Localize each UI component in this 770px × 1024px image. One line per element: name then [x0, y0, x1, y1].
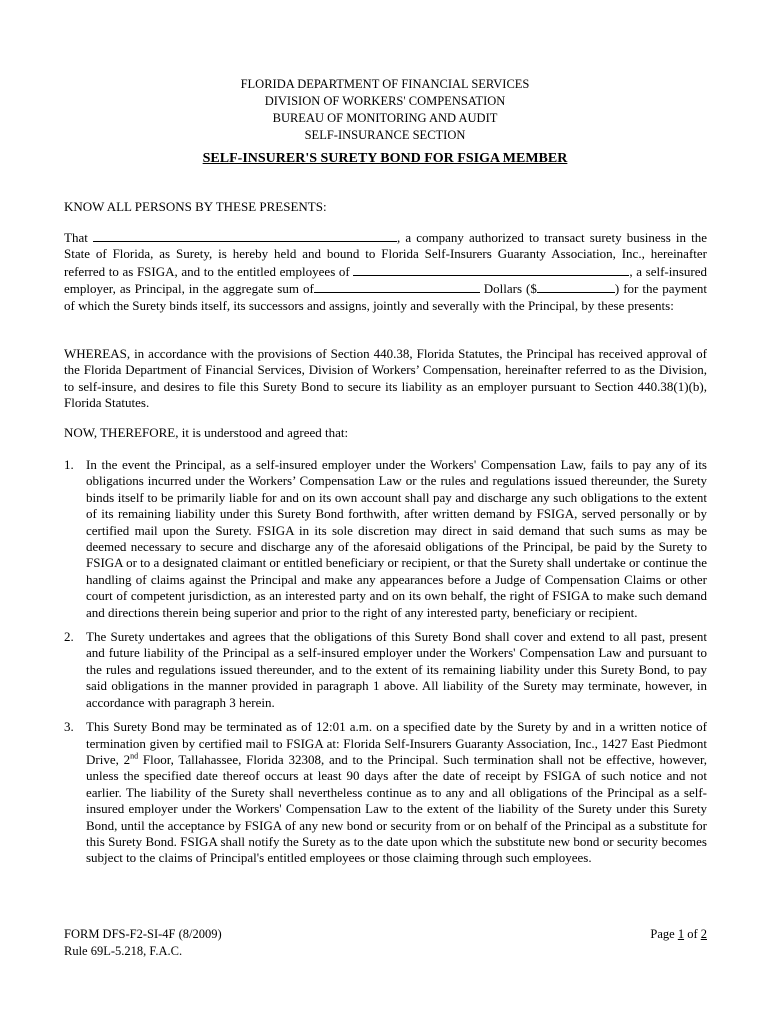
document-title: SELF-INSURER'S SURETY BOND FOR FSIGA MEMBER	[202, 151, 568, 166]
that-text-3: , a self-insured employer, as Principal, in the aggregate sum of	[64, 263, 708, 297]
sum-words-blank[interactable]	[314, 280, 480, 293]
know-all-persons: KNOW ALL PERSONS BY THESE PRESENTS:	[64, 199, 327, 214]
ordinal-suffix: nd	[130, 751, 139, 761]
page-number: 1	[677, 927, 685, 941]
rule-reference: Rule 69L-5.218, F.A.C.	[64, 944, 183, 958]
page-footer	[64, 926, 707, 960]
terms-list	[64, 457, 707, 875]
header-line-1: FLORIDA DEPARTMENT OF FINANCIAL SERVICES	[240, 77, 530, 91]
whereas-paragraph: WHEREAS, in accordance with the provisions of Section 440.38, Florida Statutes, the Principal has received approval of the Florida Department of Financial Services, Division of Workers’ Compensation, hereinafter referred to as the Division, to self-insure, and desires to file this Surety Bond to secure its liability as an employer pursuant to Section 440.38(1)(b), Florida Statutes.	[64, 346, 707, 411]
item-number: 1.	[64, 457, 74, 472]
bond-opening-paragraph	[64, 229, 707, 314]
list-item	[64, 457, 707, 621]
that-word: That	[64, 230, 88, 245]
list-item	[64, 629, 707, 711]
surety-name-blank[interactable]	[93, 229, 397, 242]
that-text-2: , a company authorized to transact surety business in the State of Florida, as Surety, is hereby held and bound to Florida Self-Insurers Guaranty Association, Inc., hereinafter referred to as FSIGA, and to the entitled employees of	[64, 230, 707, 279]
item-number: 2.	[64, 629, 74, 645]
agency-header	[0, 76, 770, 144]
page-total: 2	[700, 927, 707, 941]
item-text-b: Floor, Tallahassee, Florida 32308, and to the Principal. Such termination shall not be effective, however, unless the specified date thereof occurs at least 90 days after the date of receipt by FSIGA of such notice and not earlier. The liability of the Surety shall nevertheless continue as to any and all obligations of the Principal as a self-insured employer under the Workers' Compensation Law to the extent of the liability of the Surety under this Surety Bond, until the acceptance by FSIGA of any new bond or security from or on behalf of the Principal as a substitute for this Surety Bond. FSIGA shall notify the Surety as to the date upon which the substitute new bond or security becomes subject to the claims of Principal's entitled employees or those claiming through such employees.	[86, 751, 708, 866]
of-word: of	[687, 927, 698, 941]
header-line-3: BUREAU OF MONITORING AND AUDIT	[272, 111, 498, 125]
list-item	[64, 719, 707, 867]
item-text: The Surety undertakes and agrees that the obligations of this Surety Bond shall cover and extend to all past, present and future liability of the Principal as a self-insured employer under the Workers' Compensation Law and pursuant to the rules and regulations issued thereunder, and to the extent of its remaining liability under this Surety Bond, to pay said obligations in the manner provided in paragraph 1 above. All liability of the Surety may terminate, however, in accordance with paragraph 3 herein.	[86, 629, 707, 710]
header-line-4: SELF-INSURANCE SECTION	[304, 128, 466, 142]
item-number: 3.	[64, 719, 74, 735]
now-therefore-paragraph: NOW, THEREFORE, it is understood and agreed that:	[64, 425, 349, 440]
header-line-2: DIVISION OF WORKERS' COMPENSATION	[264, 94, 506, 108]
that-text-4: Dollars ($	[483, 281, 537, 297]
form-number: FORM DFS-F2-SI-4F (8/2009)	[64, 927, 222, 941]
sum-amount-blank[interactable]	[537, 280, 615, 293]
page-indicator	[650, 926, 707, 943]
that-text-5: ) for the payment of which the Surety binds itself, its successors and assigns, jointly and severally with the Principal, by these presents:	[64, 281, 707, 313]
page-word: Page	[650, 927, 675, 941]
item-text-a: This Surety Bond may be terminated as of 12:01 a.m. on a specified date by the Surety by and in a written notice of termination given by certified mail to FSIGA at: Florida Self-Insurers Guaranty Association, Inc., 1427 East Piedmont Drive, 2	[86, 719, 707, 767]
principal-name-blank[interactable]	[353, 263, 629, 276]
item-text: In the event the Principal, as a self-insured employer under the Workers' Compensation Law, fails to pay any of its obligations incurred under the Workers’ Compensation Law or the rules and regulations issued thereunder, the Surety binds itself to be primarily liable for and on its own account shall pay and discharge any such obligations to the extent of its remaining liability under this Surety Bond forthwith, after written demand by FSIGA, served personally or by certified mail upon the Surety. FSIGA in its sole discretion may direct in said demand that such sums as may be deemed necessary to secure and discharge any of the aforesaid obligations of the Principal, be paid by the Surety to FSIGA or to a designated claimant or entitled beneficiary or recipient, or that the Surety shall undertake or continue the handling of claims against the Principal and make any appearances before a Judge of Compensation Claims or other court of competent jurisdiction, as an interested party and on its own behalf, the right of FSIGA to make such demand and directions therein being superior and prior to the right of any interested party, beneficiary or recipient.	[86, 457, 707, 620]
